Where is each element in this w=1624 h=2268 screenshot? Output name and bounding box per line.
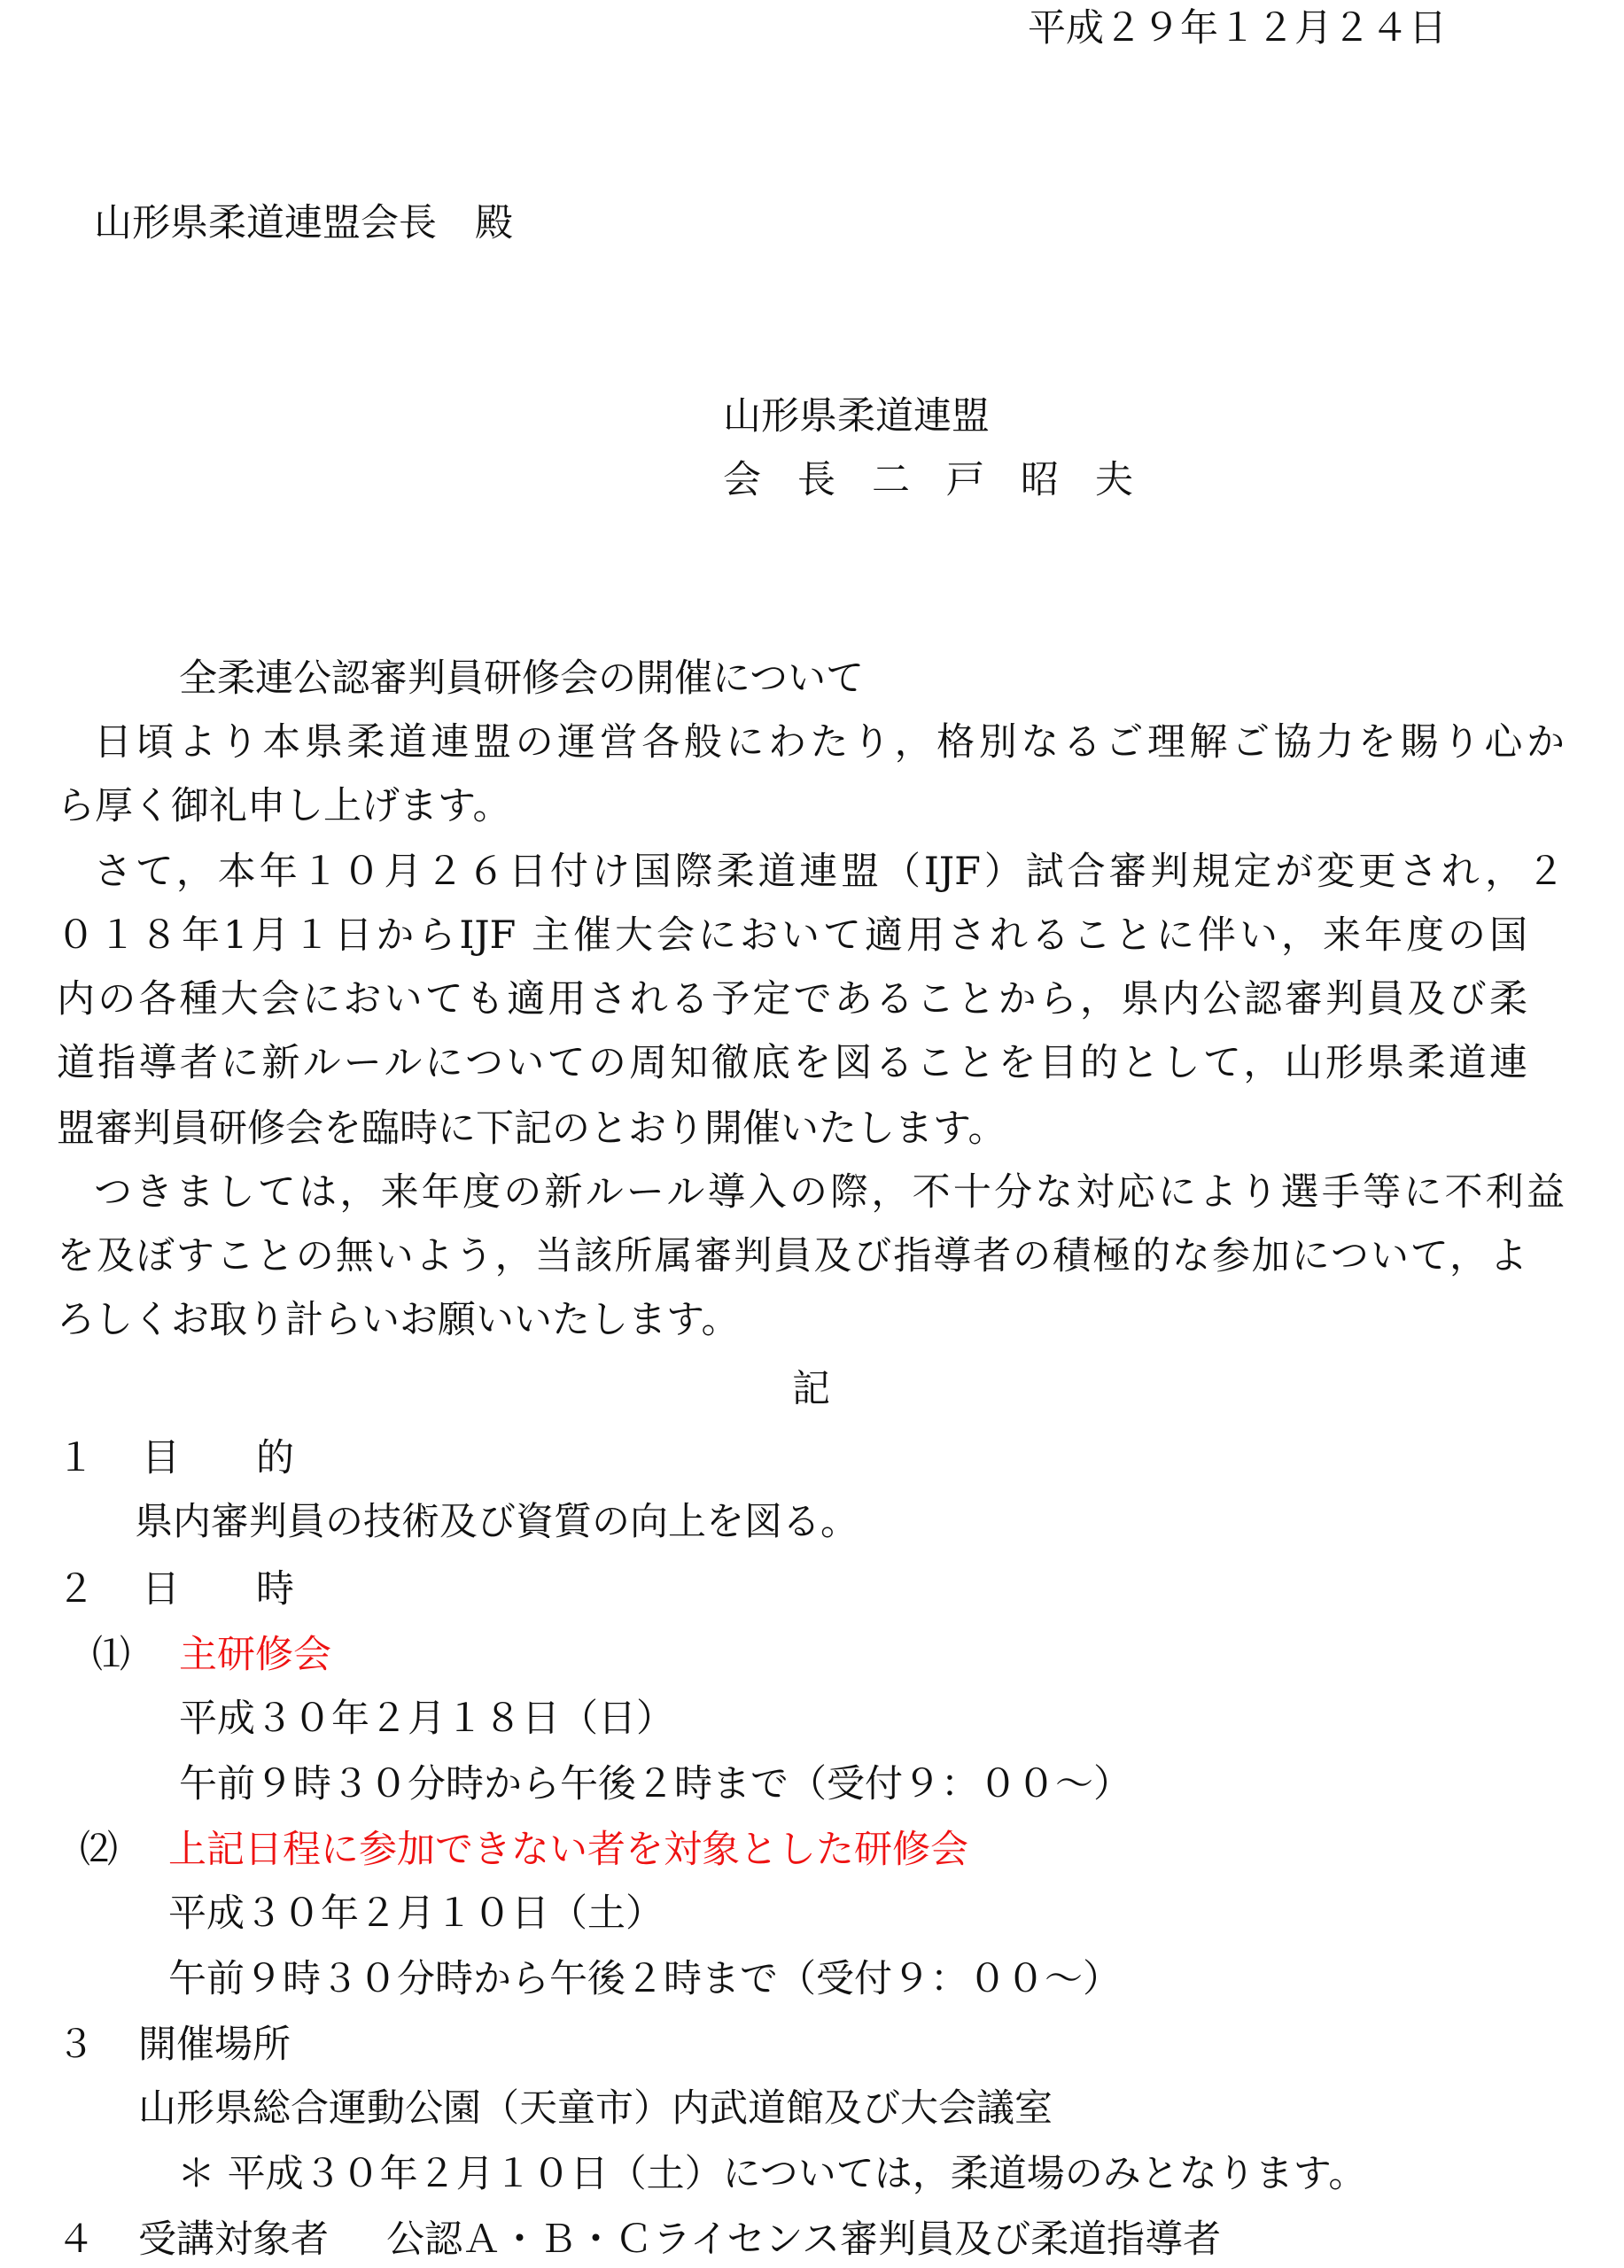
section-2-sub1-date: 平成３０年２月１８日（日） [179,1697,674,1741]
section-2-sub1-title: 主研修会 [179,1633,331,1677]
sender-title-name: 会長二戸昭夫 [723,458,1169,502]
section-2-heading: 日 時 [142,1567,294,1612]
body-line: ら厚く御礼申し上げます。 [57,784,511,828]
section-3-number: ３ [57,2023,95,2067]
section-2-sub1-marker: ⑴ [92,1633,130,1677]
section-3-note: ＊ 平成３０年２月１０日（土）については，柔道場のみとなります。 [177,2152,1367,2196]
body-line: さて，本年１０月２６日付け国際柔道連盟（IJF）試合審判規定が変更され，２ [94,850,1565,894]
subject: 全柔連公認審判員研修会の開催について [179,656,865,701]
body-line: つきましては，来年度の新ルール導入の際，不十分な対応により選手等に不利益 [94,1170,1565,1215]
section-4-text: 公認Ａ・Ｂ・Ｃライセンス審判員及び柔道指導者 [386,2218,1222,2262]
body-line: ０１８年1月１日からIJF 主催大会において適用されることに伴い，来年度の国 [57,913,1527,958]
sender-organization: 山形県柔道連盟 [723,394,990,439]
section-2-number: ２ [57,1567,95,1612]
document-date: 平成２９年１２月２４日 [1028,6,1447,50]
body-line: 内の各種大会においても適用される予定であることから，県内公認審判員及び柔 [57,977,1527,1021]
body-line: 日頃より本県柔道連盟の運営各般にわたり，格別なるご理解ご協力を賜り心か [94,720,1565,765]
body-line: ろしくお取り計らいお願いいたします。 [57,1298,740,1342]
addressee: 山形県柔道連盟会長 殿 [94,201,513,245]
body-line: を及ぼすことの無いよう，当該所属審判員及び指導者の積極的な参加について，よ [57,1234,1527,1278]
section-3-text: 山形県総合運動公園（天童市）内武道館及び大会議室 [138,2086,1053,2131]
section-2-sub2-marker: ⑵ [80,1828,118,1872]
section-2-sub2-title: 上記日程に参加できない者を対象とした研修会 [168,1828,968,1872]
section-3-heading: 開催場所 [138,2023,291,2067]
section-2-sub2-time: 午前９時３０分時から午後２時まで（受付９：００～） [168,1957,1121,2001]
section-1-text: 県内審判員の技術及び資質の向上を図る。 [135,1500,859,1544]
section-4-heading: 受講対象者 [138,2218,329,2262]
section-2-sub2-date: 平成３０年２月１０日（土） [168,1891,664,1936]
section-4-number: ４ [57,2218,95,2262]
section-1-number: １ [57,1436,95,1480]
section-1-heading: 目 的 [142,1436,294,1480]
body-line: 盟審判員研修会を臨時に下記のとおり開催いたします。 [57,1107,1006,1151]
section-2-sub1-time: 午前９時３０分時から午後２時まで（受付９：００～） [179,1762,1131,1806]
body-line: 道指導者に新ルールについての周知徹底を図ることを目的として，山形県柔道連 [57,1041,1527,1085]
ki-heading: 記 [792,1367,830,1411]
